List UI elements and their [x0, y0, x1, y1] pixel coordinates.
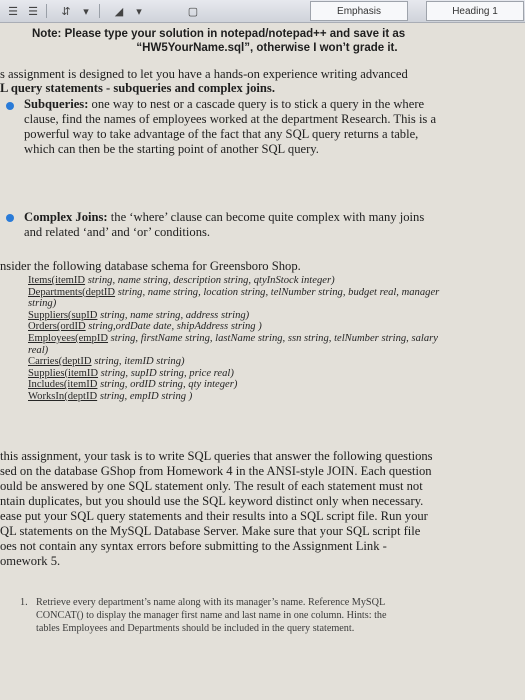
note-line-1: Note: Please type your solution in notepad/notepad++ and save it as: [32, 28, 406, 40]
schema-table-name: Suppliers(supID: [28, 309, 98, 321]
assignment-line: QL statements on the MySQL Database Server. Make sure that your SQL script file: [0, 524, 421, 538]
bullet-joins-line: and related ‘and’ and ‘or’ conditions.: [24, 225, 211, 239]
schema-columns: string, name string, address string): [97, 309, 250, 321]
schema-intro: nsider the following database schema for Greensboro Shop.: [0, 259, 301, 273]
borders-icon[interactable]: ▢: [187, 5, 199, 18]
schema-columns: string,ordDate date, shipAddress string ): [85, 321, 262, 333]
toolbar-divider: [46, 4, 47, 18]
schema-table-name: Carries(deptID: [28, 356, 92, 368]
bullet-subqueries-line: clause, find the names of employees worked at the department Research. This is a: [24, 112, 437, 126]
note-line-2: “HW5YourName.sql”, otherwise I won’t grade it.: [136, 42, 398, 54]
style-heading1-label: Heading 1: [452, 5, 498, 17]
schema-row: [28, 310, 439, 322]
bullet-complex-joins: [24, 210, 424, 225]
schema-columns: string): [28, 298, 57, 310]
bullet-subqueries-line: which can then be the starting point of another SQL query.: [24, 142, 319, 156]
schema-columns: string, ordID string, qty integer): [97, 379, 238, 391]
toolbar-divider: [99, 4, 100, 18]
schema-table-name: Orders(ordID: [28, 321, 86, 333]
question-line: Retrieve every department’s name along with its manager’s name. Reference MySQL: [36, 597, 386, 608]
bullet-subqueries: [24, 97, 424, 112]
assignment-line: sed on the database GShop from Homework 4 in the ANSI-style JOIN. Each question: [0, 464, 432, 478]
chevron-down-icon[interactable]: ▾: [136, 5, 142, 18]
bullet-icon: [6, 214, 14, 222]
schema-row: [28, 321, 439, 333]
document-page[interactable]: [0, 23, 525, 700]
schema-row: [28, 356, 439, 368]
bullet-icon: [6, 102, 14, 110]
assignment-line: oes not contain any syntax errors before submitting to the Assignment Link -: [0, 539, 387, 553]
question-line: CONCAT() to display the manager first name and last name in one column. Hints: the: [36, 610, 387, 621]
line-spacing-icon[interactable]: ⇵: [61, 5, 71, 18]
bullet-joins-head: Complex Joins:: [24, 210, 108, 224]
schema-row: [28, 379, 439, 391]
submission-note: [32, 27, 502, 55]
assignment-line: ould be answered by one SQL statement only. The result of each statement must not: [0, 479, 423, 493]
schema-table-name: WorksIn(deptID: [28, 390, 98, 402]
schema-row: [28, 275, 439, 287]
bullet-subqueries-line: powerful way to take advantage of the fact that any SQL query returns a table,: [24, 127, 419, 141]
schema-table-name: Departments(deptID: [28, 286, 116, 298]
schema-table-name: Items(itemID: [28, 275, 86, 286]
schema-table-name: Includes(itemID: [28, 379, 98, 391]
bullet-subqueries-line: one way to nest or a cascade query is to stick a query in the where: [88, 97, 425, 111]
assignment-line: omework 5.: [0, 554, 61, 568]
assignment-line: ease put your SQL query statements and their results into a SQL script file. Run your: [0, 509, 428, 523]
style-heading1-button[interactable]: [426, 1, 524, 21]
schema-columns: string, firstName string, lastName string, ssn string, telNumber string, salary: [108, 332, 438, 344]
schema-columns: string, supID string, price real): [98, 367, 234, 379]
schema-row: [28, 287, 439, 299]
bullet-subqueries-head: Subqueries:: [24, 97, 89, 111]
align-justify-icon[interactable]: ☰: [8, 5, 18, 18]
schema-columns: string, name string, description string, qtyInStock integer): [85, 275, 335, 286]
shading-icon[interactable]: ◢: [114, 5, 124, 18]
assignment-line: this assignment, your task is to write SQL queries that answer the following questions: [0, 449, 433, 463]
style-emphasis-button[interactable]: [310, 1, 408, 21]
schema-row: [28, 391, 439, 403]
question-number: 1.: [20, 597, 28, 608]
bullet-joins-line: the ‘where’ clause can become quite complex with many joins: [107, 210, 425, 224]
chevron-down-icon[interactable]: ▾: [83, 5, 89, 18]
assignment-line: ntain duplicates, but you should use the SQL keyword distinct only when necessary.: [0, 494, 424, 508]
schema-row: [28, 333, 439, 345]
schema-list: [28, 275, 439, 403]
schema-row: [28, 298, 439, 310]
intro-line-1: s assignment is designed to let you have a hands-on experience writing advanced: [0, 67, 408, 81]
schema-table-name: Employees(empID: [28, 332, 109, 344]
intro-line-2: L query statements - subqueries and complex joins.: [0, 81, 275, 95]
word-ribbon-toolbar: [0, 0, 525, 23]
schema-row: [28, 368, 439, 380]
schema-columns: real): [28, 344, 49, 356]
schema-table-name: Supplies(itemID: [28, 367, 99, 379]
schema-columns: string, itemID string): [91, 356, 185, 368]
question-line: tables Employees and Departments should be included in the query statement.: [36, 623, 355, 634]
schema-row: [28, 345, 439, 357]
schema-columns: string, empID string ): [97, 390, 193, 402]
style-emphasis-label: Emphasis: [337, 5, 381, 17]
schema-columns: string, name string, location string, telNumber string, budget real, manager: [115, 286, 440, 298]
align-right-icon[interactable]: ☰: [28, 5, 38, 18]
